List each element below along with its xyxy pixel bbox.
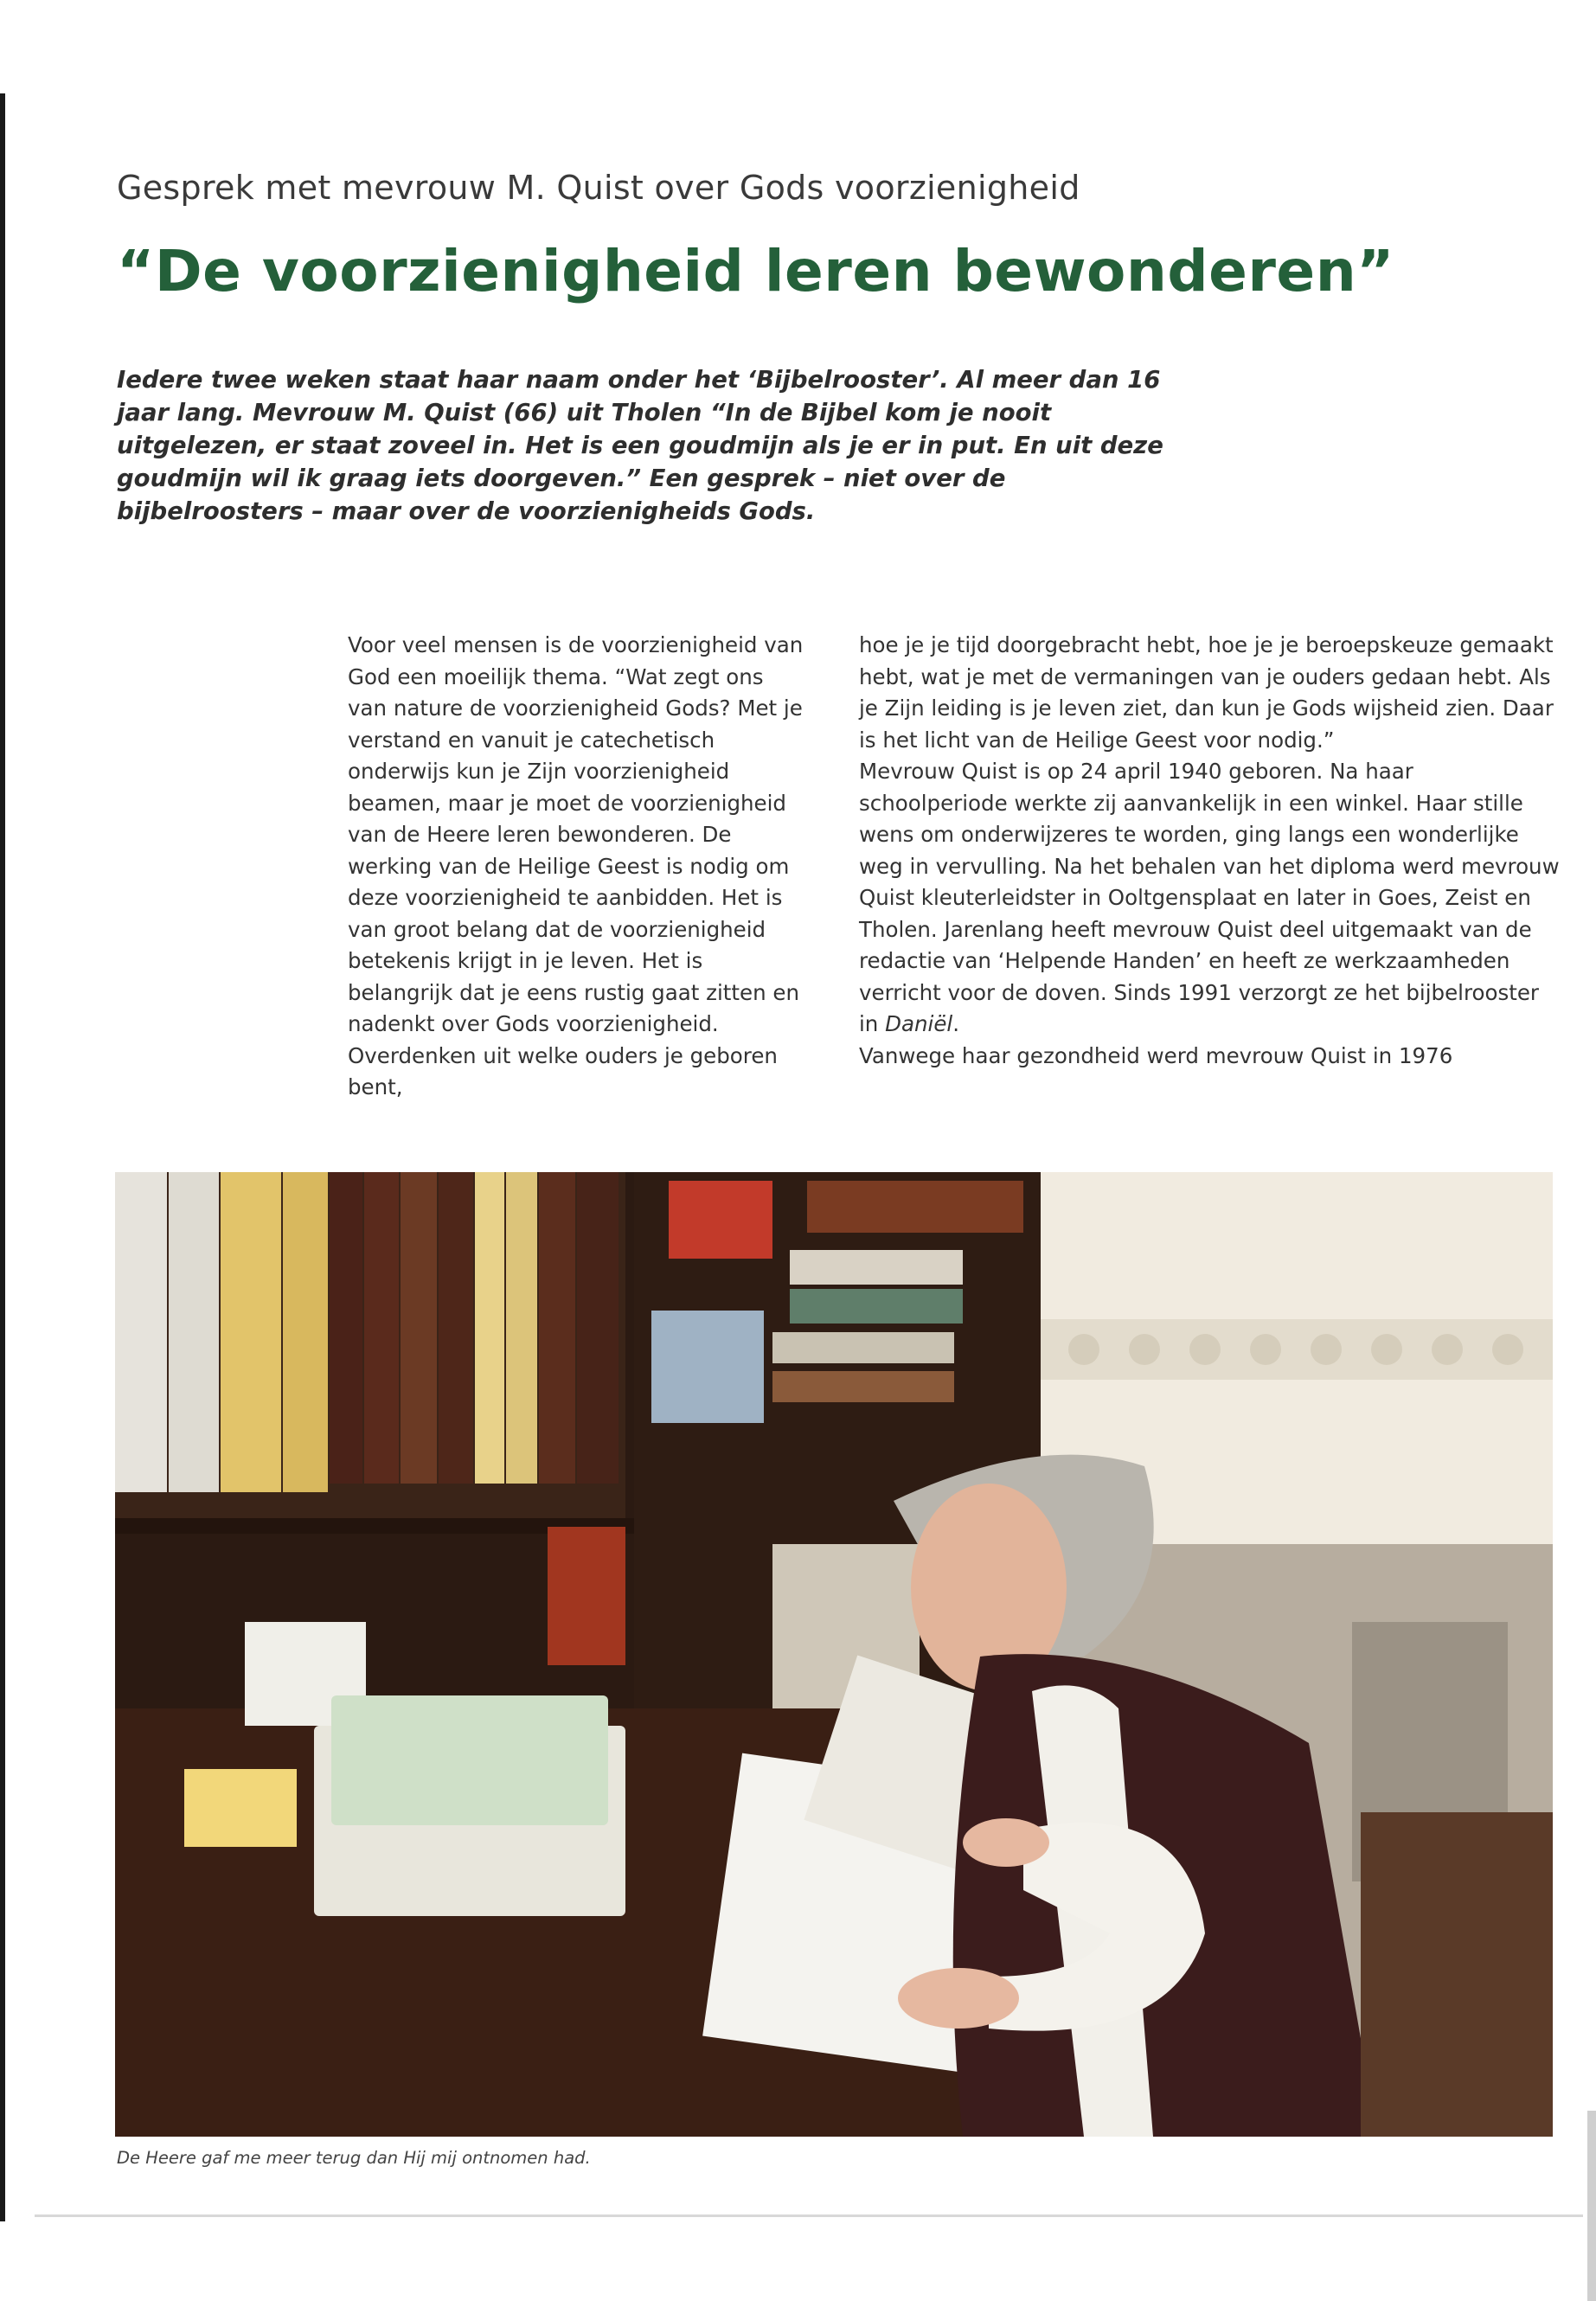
pencil-cup — [548, 1527, 625, 1665]
chair — [1361, 1812, 1553, 2137]
column-2-paragraph-3: Vanwege haar gezondheid werd mevrouw Quist in 1976 — [859, 1042, 1453, 1068]
photo-illustration — [115, 1172, 1553, 2137]
photo-caption: De Heere gaf me meer terug dan Hij mij ontnomen had. — [117, 2148, 591, 2168]
ship-postcard — [651, 1311, 764, 1423]
page-edge-left — [0, 93, 5, 2221]
body-column-1: Voor veel mensen is de voorzienigheid van God een moeilijk thema. “Wat zegt ons van nature de voorzienigheid Gods? Met je verstand en vanuit je catechetisch onderwijs kun je Zijn voorzienigheid beamen, maar je moet de voorzienigheid van de Heere leren bewonderen. De werking van de Heilige Geest is nodig om deze voorzienigheid te aanbidden. Het is van groot belang dat de voorzienigheid betekenis krijgt in je leven. Het is belangrijk dat je eens rustig gaat zitten en nadenkt over Gods voorzienigheid. Overdenken uit welke ouders je geboren bent, — [348, 632, 804, 1099]
picture-frame-top — [669, 1181, 772, 1259]
column-2-paragraph-2 — [859, 759, 1560, 1036]
article-photo — [115, 1172, 1553, 2137]
article-headline: “De voorzienigheid leren bewonderen” — [117, 238, 1395, 304]
body-column-2 — [859, 630, 1560, 1072]
column-2-paragraph-2-end: . — [952, 1011, 960, 1036]
page-edge-right — [1587, 2111, 1596, 2301]
decorated-book — [331, 1695, 608, 1825]
daniel-title: Daniël — [885, 1011, 953, 1036]
woman-hand — [898, 1968, 1019, 2029]
woman-hand-upper — [963, 1818, 1049, 1867]
column-2-paragraph-1: hoe je je tijd doorgebracht hebt, hoe je je beroepskeuze gemaakt hebt, wat je met de vermaningen van je ouders gedaan hebt. Als je Zijn leiding is je leven ziet, dan kun je Gods wijsheid zien. Daar is het licht van de Heilige Geest voor nodig.” — [859, 632, 1554, 753]
book-row-top — [115, 1172, 619, 1492]
page-bottom-rule — [35, 2214, 1583, 2217]
sticky-note — [184, 1769, 297, 1847]
article-intro: Iedere twee weken staat haar naam onder het ‘Bijbelrooster’. Al meer dan 16 jaar lang. Mevrouw M. Quist (66) uit Tholen “In de Bijbel kom je nooit uitgelezen, er staat zoveel in. Het is een goudmijn als je er in put. En uit deze goudmijn wil ik graag iets doorgeven.” Een gesprek – niet over de bijbelroosters – maar over de voorzienigheids Gods. — [117, 366, 1163, 525]
column-2-paragraph-2-text: Mevrouw Quist is op 24 april 1940 geboren. Na haar schoolperiode werkte zij aanvankelijk in een winkel. Haar stille wens om onderwijzeres te worden, ging langs een wonderlijke weg in vervulling. Na het behalen van het diploma werd mevrouw Quist kleuterleidster in Ooltgensplaat en later in Goes, Zeist en Tholen. Jarenlang heeft mevrouw Quist deel uitgemaakt van de redactie van ‘Helpende Handen’ en heeft ze werkzaamheden verricht voor de doven. Sinds 1991 verzorgt ze het bijbelrooster in — [859, 759, 1560, 1036]
curtain-lace-band — [1041, 1319, 1553, 1380]
article-kicker: Gesprek met mevrouw M. Quist over Gods voorzienigheid — [117, 169, 1080, 207]
